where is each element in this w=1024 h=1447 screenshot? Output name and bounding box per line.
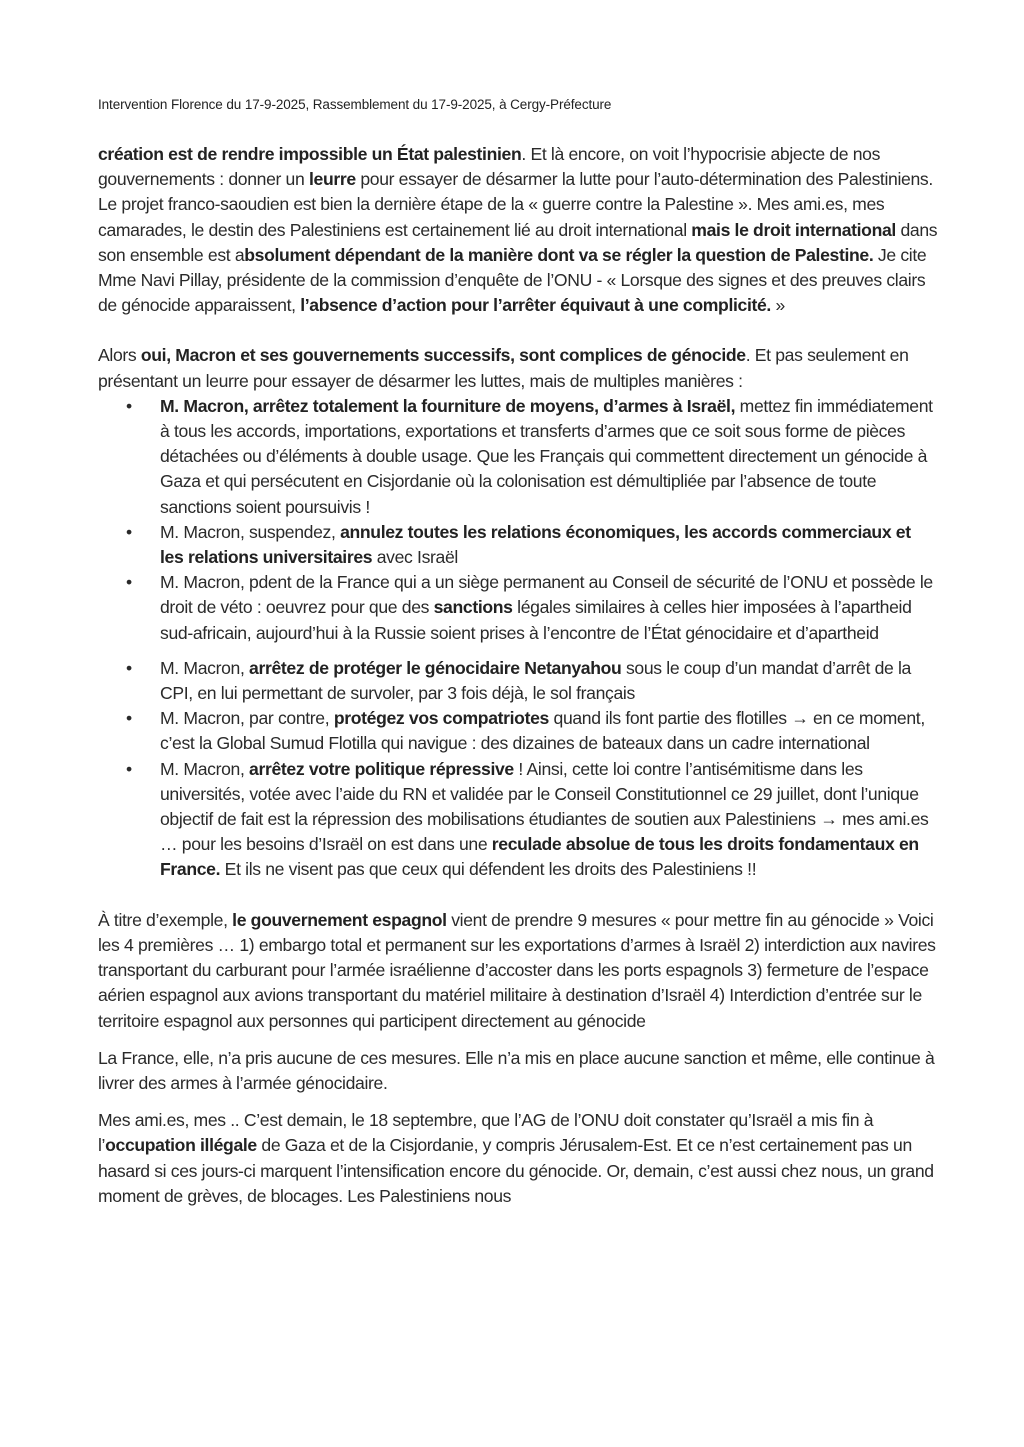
list-item-text <box>160 708 925 753</box>
paragraph-spacer <box>98 1034 938 1046</box>
bullet-icon: • <box>126 521 132 542</box>
paragraph-complicity <box>98 343 938 393</box>
bold-text-run: M. Macron, arrêtez totalement la fourniture de moyens, d’armes à Israël, <box>160 395 736 416</box>
text-run: La France, elle, n’a pris aucune de ces mesures. Elle n’a mis en place aucune sanction et même, elle continue à livrer des armes à l’armée génocidaire. <box>98 1047 935 1093</box>
text-run: . Et pas seulement en présentant un leurre pour essayer de désarmer les luttes, mais de multiples manières : <box>98 345 909 391</box>
text-run: pour essayer de désarmer la lutte pour l’auto-détermination des Palestiniens. Le projet franco-saoudien est bien la dernière étape de la « guerre contre la Palestine ». Mes ami.es, mes camarades, le destin des Palestiniens est certainement lié au droit international <box>98 169 933 240</box>
bold-text-run: l’absence d’action pour l’arrêter équivaut à une complicité. <box>300 295 771 316</box>
document-body <box>98 142 938 1209</box>
list-item <box>98 570 938 646</box>
paragraph-spacer <box>98 318 938 343</box>
bold-text-run: bsolument dépendant de la manière dont va se régler la question de Palestine. <box>244 244 874 265</box>
bold-text-run: protégez vos compatriotes <box>333 708 549 729</box>
text-run: M. Macron, <box>160 758 250 779</box>
text-run: . Et là encore, on voit l’hypocrisie abjecte de nos gouvernements : donner un <box>98 144 881 190</box>
page-header: Intervention Florence du 17-9-2025, Rassemblement du 17-9-2025, à Cergy-Préfecture <box>98 97 612 112</box>
text-run: À titre d’exemple, <box>98 909 233 930</box>
list-item <box>98 394 938 520</box>
text-run: sous le coup d’un mandat d’arrêt de la CPI, en lui permettant de survoler, par 3 fois déjà, le sol français <box>160 657 911 704</box>
paragraph-tomorrow <box>98 1108 938 1209</box>
list-spacer <box>98 646 938 656</box>
bold-text-run: sanctions <box>433 597 513 618</box>
list-item-text <box>160 522 911 567</box>
list-item-text <box>160 658 911 703</box>
list-item <box>98 656 938 706</box>
bold-text-run: mais le droit international <box>691 219 896 240</box>
bullet-icon: • <box>126 657 132 678</box>
list-item <box>98 706 938 756</box>
bold-text-run: arrêtez de protéger le génocidaire Netanyahou <box>249 657 622 678</box>
text-run: M. Macron, suspendez, <box>160 521 341 542</box>
list-item-text <box>160 572 933 642</box>
text-run: dans son ensemble est a <box>98 219 938 265</box>
paragraph-spain-measures <box>98 908 938 1034</box>
text-run: légales similaires à celles hier imposées à l’apartheid sud-africain, aujourd’hui à la Russie soient prises à l’encontre de l’État génocidaire et d’apartheid <box>160 597 912 643</box>
demands-list <box>98 394 938 883</box>
text-run: avec Israël <box>372 547 458 568</box>
paragraph-spacer <box>98 883 938 908</box>
paragraph-intro <box>98 142 938 318</box>
text-run: mettez fin immédiatement à tous les accords, importations, exportations et transferts d’armes que ce soit sous forme de pièces détachées ou d’éléments à double usage. Que les Français qui commettent directement un génocide à Gaza et qui persécutent en Cisjordanie où la colonisation est démultipliée par l’absence de toute sanctions soient poursuivis ! <box>160 395 933 517</box>
bullet-icon: • <box>126 708 132 729</box>
text-run: » <box>770 295 785 316</box>
text-run: vient de prendre 9 mesures « pour mettre fin au génocide » Voici les 4 premières … 1) embargo total et permanent sur les exportations d’armes à Israël 2) interdiction aux navires transportant du carburant pour l’armée israélienne d’accoster dans les ports espagnols 3) fermeture de l’espace aérien espagnol aux avions transportant du matériel militaire à destination d’Israël 4) Interdiction d’entrée sur le territoire espagnol aux personnes qui participent directement au génocide <box>98 909 936 1031</box>
bold-text-run: création est de rendre impossible un État palestinien <box>98 144 522 164</box>
text-run: Et ils ne visent pas que ceux qui défendent les droits des Palestiniens !! <box>220 859 757 880</box>
bold-text-run: reculade absolue de tous les droits fondamentaux en France. <box>160 834 919 880</box>
bullet-icon: • <box>126 758 132 779</box>
text-run: Je cite Mme Navi Pillay, présidente de la commission d’enquête de l’ONU - « Lorsque des signes et des preuves clairs de génocide apparaissent, <box>98 244 927 316</box>
bullet-icon: • <box>126 395 132 416</box>
bold-text-run: oui, Macron et ses gouvernements successifs, sont complices de génocide <box>140 345 746 366</box>
list-item-text <box>160 759 928 880</box>
list-item <box>98 520 938 570</box>
text-run: ! Ainsi, cette loi contre l’antisémitisme dans les universités, votée avec l’aide du RN et validée par le Conseil Constitutionnel ce 29 juillet, dont l’unique objectif de fait est la répression des mobilisations étudiantes de soutien aux Palestiniens → mes ami.es … pour les besoins d’Israël on est dans une <box>160 758 929 855</box>
text-run: M. Macron, <box>160 657 250 678</box>
bullet-icon: • <box>126 572 132 593</box>
text-run: Alors <box>98 345 141 366</box>
text-run: M. Macron, pdent de la France qui a un siège permanent au Conseil de sécurité de l’ONU et possède le droit de véto : oeuvrez pour que des <box>160 572 933 618</box>
text-run: de Gaza et de la Cisjordanie, y compris Jérusalem-Est. Et ce n’est certainement pas un hasard si ces jours-ci marquent l’intensification encore du génocide. Or, demain, c’est aussi chez nous, un grand moment de grèves, de blocages. Les Palestiniens nous <box>98 1135 934 1206</box>
text-run: Mes ami.es, mes .. C’est demain, le 18 septembre, que l’AG de l’ONU doit constater qu’Israël a mis fin à l’ <box>98 1110 874 1156</box>
paragraph-france <box>98 1046 938 1096</box>
bold-text-run: arrêtez votre politique répressive <box>249 758 514 779</box>
list-item-text <box>160 396 933 517</box>
bold-text-run: occupation illégale <box>105 1135 257 1156</box>
text-run: quand ils font partie des flotilles → en ce moment, c’est la Global Sumud Flotilla qui navigue : des dizaines de bateaux dans un cadre international <box>160 708 925 754</box>
bold-text-run: le gouvernement espagnol <box>232 909 447 930</box>
paragraph-spacer <box>98 1096 938 1108</box>
list-item <box>98 757 938 883</box>
bold-text-run: leurre <box>308 169 356 190</box>
bold-text-run: annulez toutes les relations économiques, les accords commerciaux et les relations universitaires <box>160 521 911 568</box>
text-run: M. Macron, par contre, <box>160 708 334 729</box>
